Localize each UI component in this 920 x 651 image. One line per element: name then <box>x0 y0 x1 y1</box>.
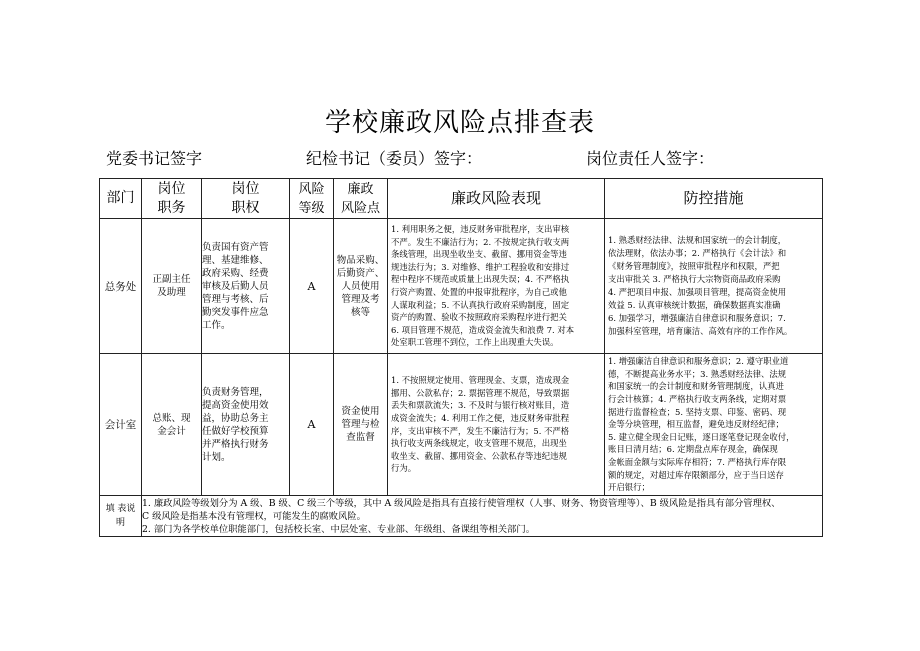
header-risk-desc: 廉政风险表现 <box>388 179 605 219</box>
notes-row <box>100 496 823 537</box>
post-responsible-signature-label: 岗位责任人签字： <box>586 149 715 168</box>
discipline-secretary-signature-label: 纪检书记（委员）签字： <box>306 149 483 168</box>
row-risk-level: A <box>290 354 334 496</box>
row-dept: 会计室 <box>100 354 142 496</box>
header-post-duty: 岗位 职务 <box>142 179 202 219</box>
row-duty: 总账、现 金会计 <box>142 354 202 496</box>
header-risk-point: 廉政 风险点 <box>334 179 388 219</box>
page-title: 学校廉政风险点排查表 <box>324 108 595 138</box>
row-dept: 总务处 <box>100 219 142 354</box>
row-risk-level: A <box>290 219 334 354</box>
notes-text: 1. 廉政风险等级划分为 A 级、B 级、C 级三个等级，其中 A 级风险是指具有直接行使管理权（人事、财务、物资管理等）、B 级风险是指具有部分管理权、 C 级风险是指基本没有管理权，可能发生的腐败风险。 2. 部门为各学校单位职能部门，包括校长室、中层处室、专业部、年级组、备课组等相关部门。 <box>142 496 823 537</box>
header-risk-level: 风险 等级 <box>290 179 334 219</box>
table-header-row <box>100 179 823 219</box>
row-risk-desc: 1. 利用职务之便，违反财务审批程序，支出审核 不严。发生不廉洁行为；2. 不按规定执行收支两 条线管理，出现坐收坐支、截留、挪用资金等违 规违法行为；3. 对维修、维护工程验收和安排过 程中程序不规范或质量上出现失误；4. 不严格执 行资产购置、处置的申报审批程序，为自己或他 人谋取利益；5. 不认真执行政府采购制度，固定 资产的购置、验收不按照政府采购程序进行把关 6. 项目管理不规范，造成资金流失和浪费 7. 对本 处室职工管理不到位，工作上出现重大失误。 <box>388 219 605 354</box>
table-row <box>100 354 823 496</box>
row-risk-point: 资金使用 管理与检 查监督 <box>334 354 388 496</box>
row-duty: 正副主任 及助理 <box>142 219 202 354</box>
row-risk-point: 物品采购、 后勤资产、 人员使用 管理及考 核等 <box>334 219 388 354</box>
row-measures: 1. 增强廉洁自律意识和服务意识；2. 遵守职业道 德，不断提高业务水平；3. 熟悉财经法律、法规 和国家统一的会计制度和财务管理制度，认真进 行会计核算；4. 严格执行收支两条线，定期对票 据进行监督检查；5. 坚持支票、印鉴、密码、现 金等分块管理，相互监督，避免违反财经纪律； 5. 建立健全现金日记账，逐日逐笔登记现金收付， 账目日清月结；6. 定期盘点库存现金，确保现 金帐面金额与实际库存相符；7. 严格执行库存限 额的规定，对超过库存限额部分，应于当日送存 开启银行； <box>605 354 823 496</box>
row-power: 负责财务管理， 提高资金使用效 益，协助总务主 任做好学校预算 并严格执行财务 计划。 <box>202 354 290 496</box>
party-secretary-signature-label: 党委书记签字 <box>106 149 203 168</box>
header-post-power: 岗位 职权 <box>202 179 290 219</box>
row-measures: 1. 熟悉财经法律、法规和国家统一的会计制度， 依法理财，依法办事；2. 严格执行《会计法》和 《财务管理制度》，按照审批程序和权限，严把 支出审批关 3. 严格执行大宗物资商品政府采购 4. 严把项目申报、加强项目管理，提高资金使用 效益 5. 认真审核统计数据，确保数据真实准确 6. 加强学习，增强廉洁自律意识和服务意识；7. 加强科室管理，培育廉洁、高效有序的工作作风。 <box>605 219 823 354</box>
notes-label: 填 表说 明 <box>100 496 142 537</box>
header-measures: 防控措施 <box>605 179 823 219</box>
risk-table <box>99 178 823 537</box>
table-row <box>100 219 823 354</box>
row-power: 负责国有资产管 理、基建维修、 政府采购、经费 审核及后勤人员 管理与考核、后 勤突发事件应急 工作。 <box>202 219 290 354</box>
row-risk-desc: 1. 不按照规定使用、管理现金、支票，造成现金 挪用、公款私存；2. 票据管理不规范，导致票据 丢失和票款流失；3. 不及时与银行核对账目，造 成资金流失；4. 利用工作之便，违反财务审批程 序，支出审核不严，发生不廉洁行为；5. 不严格 执行收支两条线规定，收支管理不规范，出现坐 收坐支、截留、挪用资金、公款私存等违纪违规 行为。 <box>388 354 605 496</box>
header-dept: 部门 <box>100 179 142 219</box>
